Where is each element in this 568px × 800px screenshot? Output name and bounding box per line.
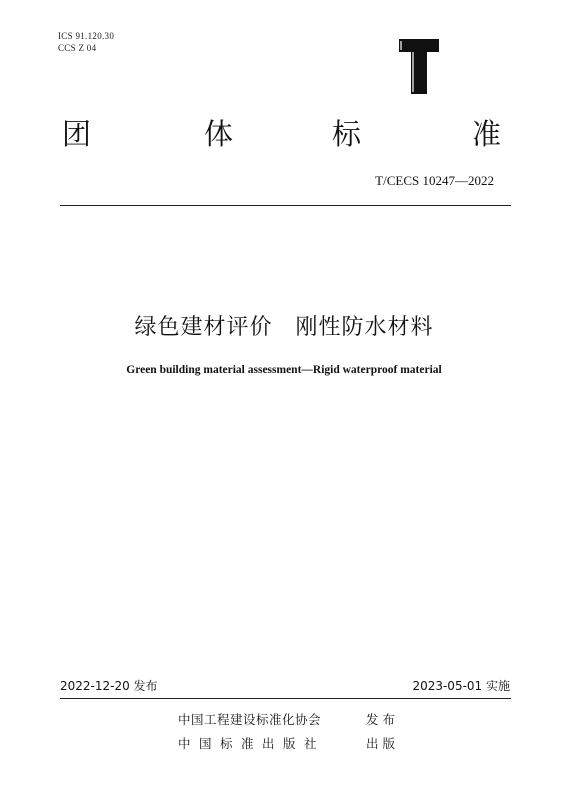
issue-date: 2022-12-20 发布 [60, 679, 158, 693]
publisher-organization: 中国工程建设标准化协会 [178, 712, 322, 727]
title-english: Green building material assessment—Rigid waterproof material [126, 364, 442, 376]
top-divider [60, 205, 511, 206]
implementation-date: 2023-05-01 实施 [412, 679, 510, 693]
ccs-code: CCS Z 04 [58, 43, 97, 53]
press-action: 出版 [366, 736, 400, 751]
ics-code: ICS 91.120.30 [58, 31, 115, 41]
standard-number: T/CECS 10247—2022 [375, 173, 494, 188]
standard-type-mark [398, 38, 440, 94]
category-word: 标 [332, 117, 362, 151]
category-word: 团 [62, 117, 92, 151]
category-word: 体 [204, 117, 234, 151]
press-organization: 中国标准出版社 [178, 736, 326, 751]
bottom-divider [60, 698, 511, 699]
title-chinese: 绿色建材评价 刚性防水材料 [134, 315, 434, 340]
category-word: 准 [472, 117, 502, 151]
publisher-action: 发布 [366, 712, 400, 727]
